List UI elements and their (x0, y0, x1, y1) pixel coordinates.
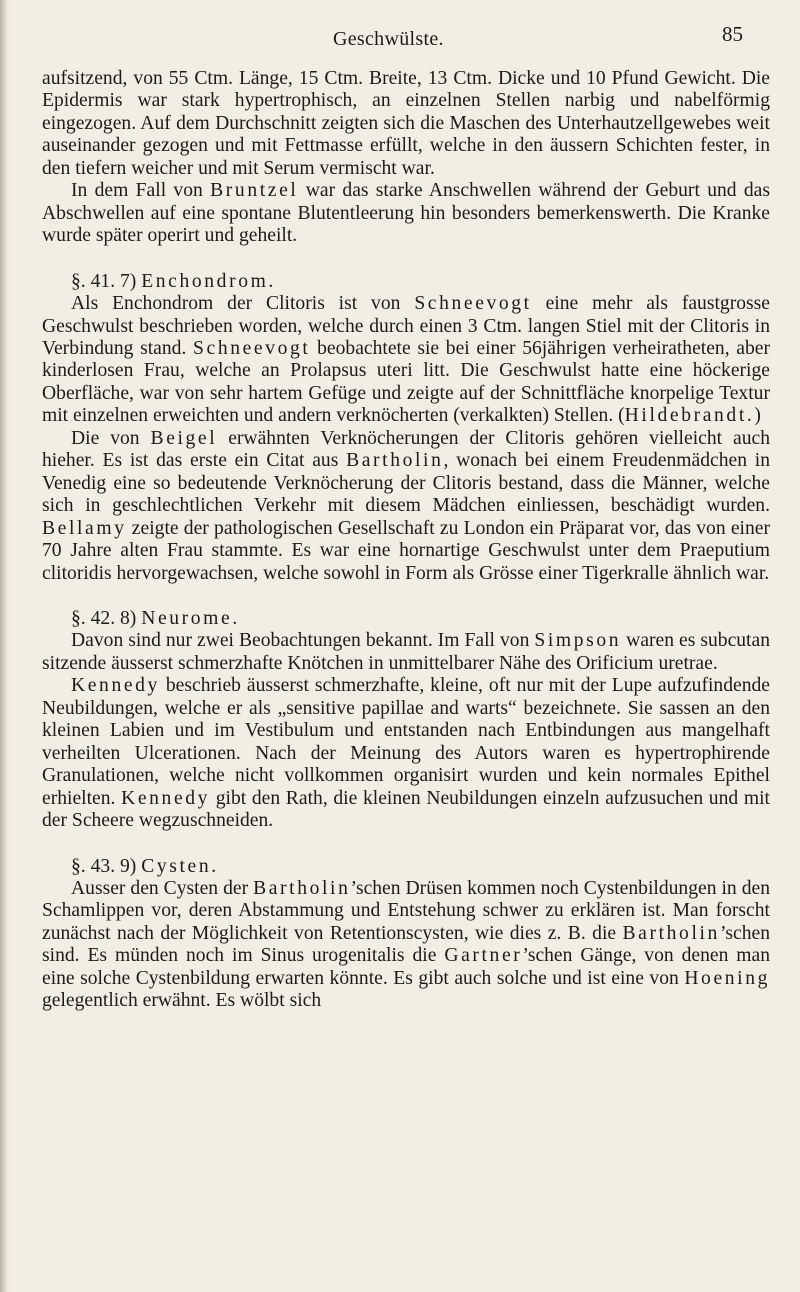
page-number: 85 (722, 22, 743, 46)
section-heading (42, 856, 770, 878)
spaced-name: Schneevogt (414, 293, 532, 315)
paragraph (42, 68, 770, 180)
spaced-name: Bellamy (42, 517, 127, 539)
text-run: aufsitzend, von 55 Ctm. Länge, 15 Ctm. Breite, 13 Ctm. Dicke und 10 Pfund Gewicht. Die Epidermis war stark hypertrophisch, an einzelnen Stellen narbig und nabelförmig eingezogen. Auf dem Durchschnitt zeigten sich die Maschen des Unterhautzellgewebes weit auseinander gezogen und mit Fettmasse erfüllt, welche in den äussern Schichten fester, in den tiefern weicher und mit Serum vermischt war. (42, 68, 770, 179)
spaced-name: Beigel (150, 427, 218, 449)
spaced-name: Bartholin (622, 922, 720, 944)
spaced-name: Hildebrandt. (624, 405, 755, 427)
paragraph (42, 630, 770, 675)
text-run: beschrieb äusserst schmerzhafte, kleine, oft nur mit der Lupe aufzufindende Neubildungen, welche er als „sensitive papillae and warts“ bezeichnete. Sie sassen an den kleinen Labien und im Vestibulum und entstanden nach Entbindungen aus mangelhaft verheilten Ulcerationen. Nach der Meinung des Autors waren es hypertrophirende Granulationen, welche nicht vollkommen organisirt wurden und kein normales Epithel erhielten. (42, 675, 770, 809)
text-run: zeigte der pathologischen Gesellschaft zu London ein Präparat vor, das von einer 70 Jahre alten Frau stammte. Es war eine hornartige Geschwulst unter dem Praeputium clitoridis hervorgewachsen, welche sowohl in Form als Grösse einer Tigerkralle ähnlich war. (42, 517, 770, 584)
spaced-name: Bartholin (346, 450, 444, 472)
text-run: Ausser den Cysten der (71, 877, 254, 899)
text-run: gibt den Rath, die kleinen Neubildungen einzeln aufzusuchen und mit der Scheere wegzuschneiden. (42, 787, 770, 832)
running-title: Geschwülste. (333, 28, 444, 50)
text-run: ) (754, 405, 761, 427)
paragraph (42, 675, 770, 832)
text-run: §. 43. 9) (71, 855, 142, 877)
spaced-name: Cysten. (141, 855, 219, 877)
text-run: gelegentlich erwähnt. Es wölbt sich (42, 990, 322, 1012)
section-heading (42, 608, 770, 630)
text-run: war das starke Anschwellen während der Geburt und das Abschwellen auf eine spontane Blutentleerung hin besonders bemerkenswerth. Die Kranke wurde später operirt und geheilt. (42, 180, 771, 247)
text-run: §. 42. 8) (71, 607, 142, 629)
text-run: ’schen Gänge, von denen man eine solche Cystenbildung erwarten könnte. Es gibt auch solche und ist eine von (42, 945, 771, 989)
text-run: waren es subcutan sitzende äusserst schmerzhafte Knötchen in unmittelbarer Nähe des Orificium uretrae. (42, 630, 770, 674)
spaced-name: Bruntzel (210, 180, 299, 202)
spaced-name: Kennedy (71, 675, 160, 697)
spaced-name: Bartholin (253, 877, 351, 899)
spaced-name: Kennedy (121, 787, 211, 809)
text-run: Davon sind nur zwei Beobachtungen bekannt. Im Fall von (71, 630, 535, 652)
text-run: Als Enchondrom der Clitoris ist von (71, 293, 415, 315)
text-run: ’schen sind. Es münden noch im Sinus urogenitalis die (42, 922, 770, 967)
paragraph (42, 428, 770, 585)
text-run: §. 41. 7) (71, 270, 142, 292)
spaced-name: Neurome. (141, 607, 240, 629)
body-text (42, 68, 770, 1013)
spaced-name: Simpson (534, 630, 622, 652)
text-run: eine mehr als faustgrosse Geschwulst beschrieben worden, welche durch einen 3 Ctm. langen Stiel mit der Clitoris in Verbindung stand. (42, 293, 770, 359)
text-run: beobachtete sie bei einer 56jährigen verheiratheten, aber kinderlosen Frau, welche an Prolapsus uteri litt. Die Geschwulst hatte eine höckerige Oberfläche, war von sehr hartem Gefüge und zeigte auf der Schnittfläche knorpelige Textur mit einzelnen erweichten und andern verknöcherten (verkalkten) Stellen. ( (42, 337, 771, 427)
paragraph (42, 878, 770, 1013)
text-run: , wonach bei einem Freudenmädchen in Venedig eine so bedeutende Verknöcherung der Clitoris bestand, dass die Männer, welche sich in geschlechtlichen Verkehr mit diesem Mädchen einliessen, beschädigt wurden. (42, 450, 770, 517)
paragraph (42, 180, 770, 247)
spaced-name: Enchondrom. (141, 270, 276, 292)
text-run: erwähnten Verknöcherungen der Clitoris gehören vielleicht auch hieher. Es ist das erste ein Citat aus (42, 427, 770, 472)
spaced-name: Schneevogt (193, 337, 311, 359)
text-run: In dem Fall von (71, 180, 211, 202)
section-heading (42, 271, 770, 293)
text-run: ’schen Drüsen kommen noch Cystenbildungen in den Schamlippen vor, deren Abstammung und Entstehung schwer zu erklären ist. Man forscht zunächst nach der Möglichkeit von Retentionscysten, wie dies z. B. die (42, 877, 770, 944)
text-run: Die von (71, 427, 151, 449)
page-header (0, 22, 800, 52)
page-binding-edge (0, 0, 9, 1292)
paragraph (42, 293, 770, 428)
spaced-name: Gartner (444, 945, 523, 967)
spaced-name: Hoening (684, 967, 770, 989)
